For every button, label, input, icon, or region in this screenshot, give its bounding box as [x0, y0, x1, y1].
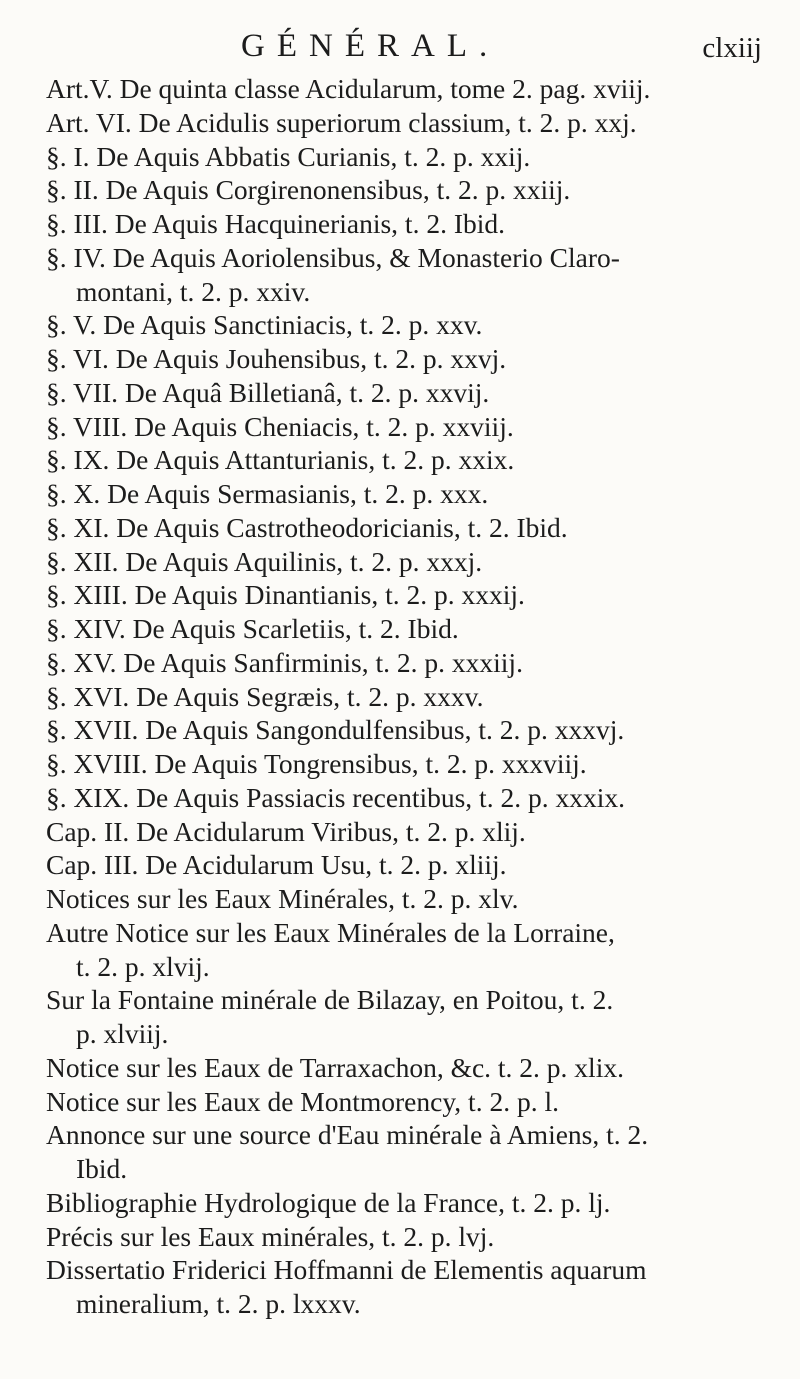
toc-entry: Notice sur les Eaux de Tarraxachon, &c. t. 2. p. xlix.	[46, 1051, 624, 1083]
page-number: clxiij	[702, 32, 762, 64]
toc-entry: §. IX. De Aquis Attanturianis, t. 2. p. xxix.	[46, 444, 515, 476]
toc-entry: Notice sur les Eaux de Montmorency, t. 2. p. l.	[46, 1085, 559, 1117]
toc-entry: §. X. De Aquis Sermasianis, t. 2. p. xxx.	[46, 478, 489, 509]
toc-entry: §. XI. De Aquis Castrotheodoricianis, t. 2. Ibid.	[46, 511, 568, 543]
toc-entry: §. V. De Aquis Sanctiniacis, t. 2. p. xxv.	[46, 309, 483, 341]
toc-entry-continuation: Ibid.	[76, 1153, 128, 1184]
toc-entry: Bibliographie Hydrologique de la France, t. 2. p. lj.	[46, 1186, 611, 1218]
toc-entry: Précis sur les Eaux minérales, t. 2. p. lvj.	[46, 1220, 495, 1252]
running-head	[46, 28, 768, 72]
toc-entry: Dissertatio Friderici Hoffmanni de Elementis aquarum	[46, 1254, 647, 1286]
toc-entry: Sur la Fontaine minérale de Bilazay, en Poitou, t. 2.	[46, 984, 614, 1016]
toc-entry: §. XVI. De Aquis Segræis, t. 2. p. xxxv.	[46, 680, 484, 712]
toc-entry: §. II. De Aquis Corgirenonensibus, t. 2. p. xxiij.	[46, 174, 571, 206]
toc-entry: §. VIII. De Aquis Cheniacis, t. 2. p. xxviij.	[46, 410, 514, 442]
page-title: GÉNÉRAL.	[241, 28, 500, 64]
toc-entry: Annonce sur une source d'Eau minérale à Amiens, t. 2.	[46, 1119, 649, 1151]
toc-entry-continuation: t. 2. p. xlvij.	[76, 950, 210, 982]
toc-entry: §. I. De Aquis Abbatis Curianis, t. 2. p. xxij.	[46, 140, 531, 172]
toc-entry: §. XIII. De Aquis Dinantianis, t. 2. p. xxxij.	[46, 579, 525, 611]
toc-entry: Art. VI. De Acidulis superiorum classium, t. 2. p. xxj.	[46, 106, 637, 138]
toc-entry: §. VII. De Aquâ Billetianâ, t. 2. p. xxvij.	[46, 376, 490, 408]
toc-entry: §. XV. De Aquis Sanfirminis, t. 2. p. xxxiij.	[46, 646, 523, 678]
toc-entry-continuation: mineralium, t. 2. p. lxxxv.	[76, 1288, 361, 1319]
toc-entry: §. III. De Aquis Hacquinerianis, t. 2. Ibid.	[46, 208, 506, 239]
toc-entry: Cap. III. De Acidularum Usu, t. 2. p. xliij.	[46, 849, 507, 881]
toc-entry: §. XIV. De Aquis Scarletiis, t. 2. Ibid.	[46, 613, 459, 644]
toc-entry: §. XVIII. De Aquis Tongrensibus, t. 2. p. xxxviij.	[46, 748, 587, 779]
toc-entry: §. VI. De Aquis Jouhensibus, t. 2. p. xxvj.	[46, 343, 507, 374]
toc-entry: §. XII. De Aquis Aquilinis, t. 2. p. xxxj.	[46, 545, 483, 577]
toc-entry: Art.V. De quinta classe Acidularum, tome 2. pag. xviij.	[46, 73, 651, 104]
toc-entry: Notices sur les Eaux Minérales, t. 2. p. xlv.	[46, 883, 519, 914]
toc-entry: Cap. II. De Acidularum Viribus, t. 2. p. xlij.	[46, 815, 526, 847]
toc-entry: §. XIX. De Aquis Passiacis recentibus, t. 2. p. xxxix.	[46, 781, 625, 813]
table-of-contents	[46, 72, 768, 1321]
toc-entry: Autre Notice sur les Eaux Minérales de la Lorraine,	[46, 916, 615, 948]
toc-entry: §. XVII. De Aquis Sangondulfensibus, t. 2. p. xxxvj.	[46, 714, 625, 746]
toc-entry-continuation: montani, t. 2. p. xxiv.	[76, 275, 311, 307]
toc-entry: §. IV. De Aquis Aoriolensibus, & Monasterio Claro-	[46, 241, 620, 273]
toc-entry-continuation: p. xlviij.	[76, 1018, 169, 1049]
